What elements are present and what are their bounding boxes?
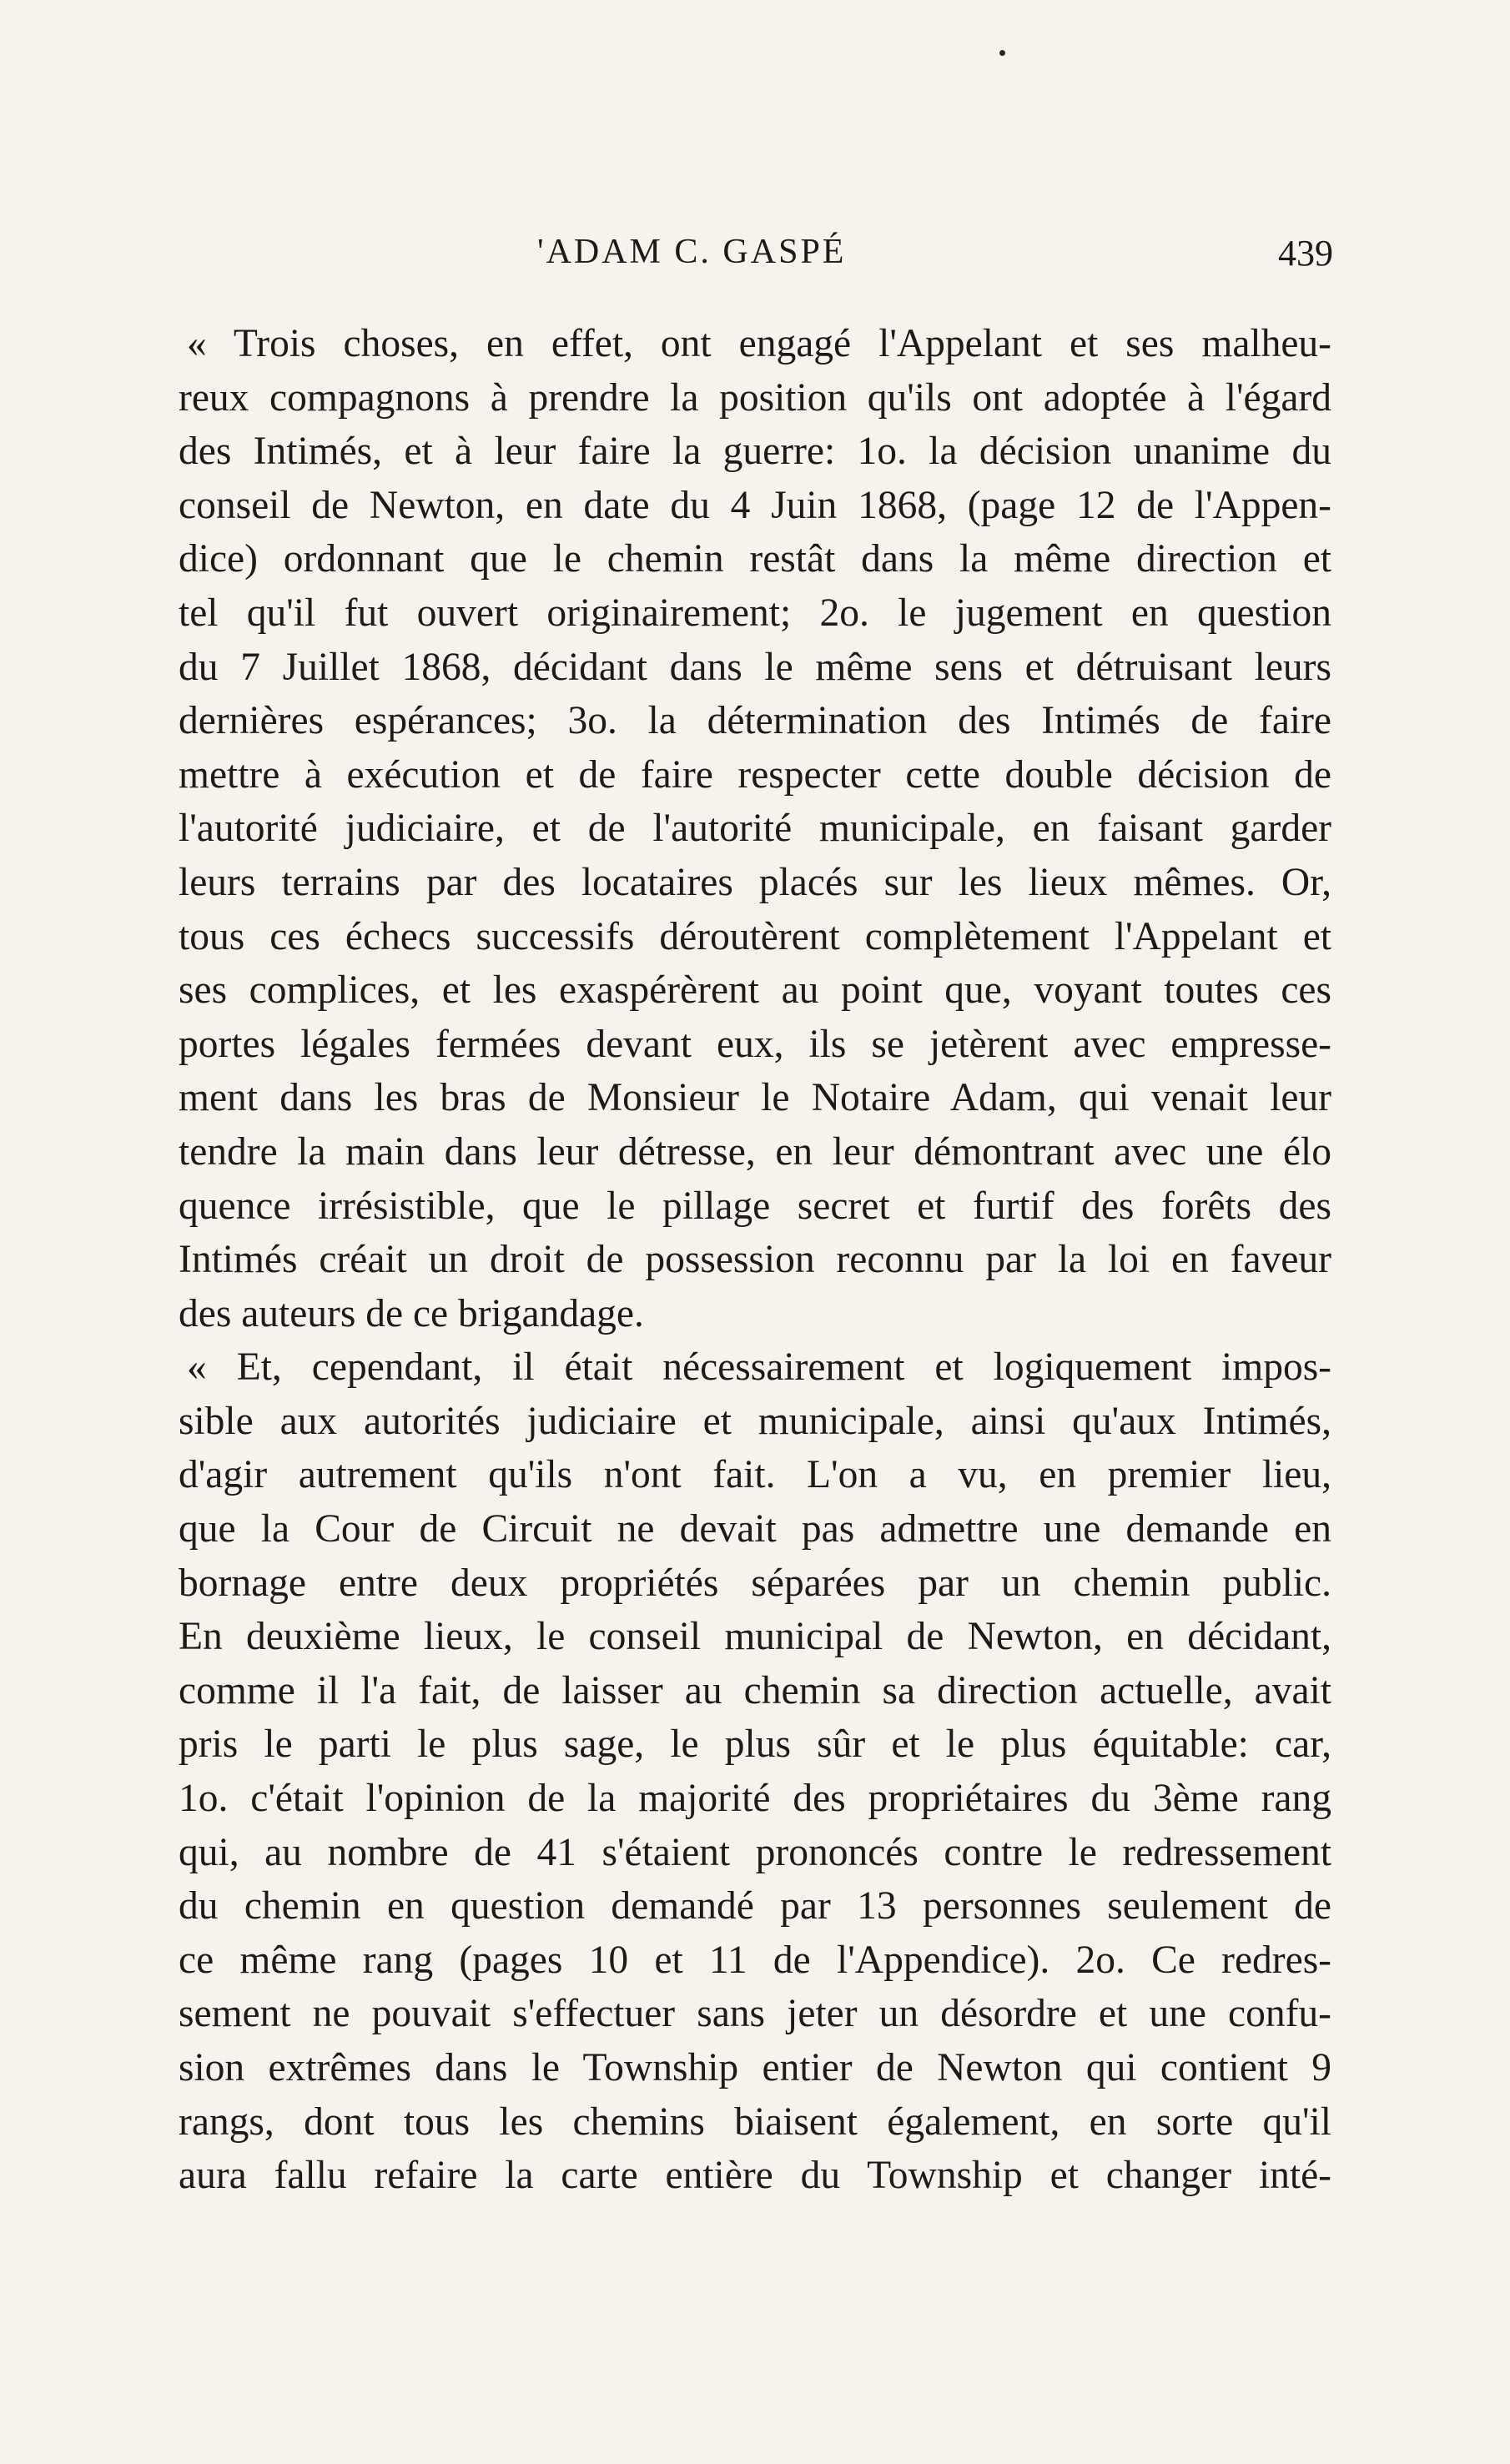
text-line: des Intimés, et à leur faire la guerre: 1o. la décision unanime du bbox=[179, 430, 1331, 474]
running-head: 'ADAM C. GASPÉ bbox=[537, 233, 847, 271]
text-line: sement ne pouvait s'effectuer sans jeter un désordre et une confu- bbox=[179, 1992, 1331, 2036]
text-line: du chemin en question demandé par 13 personnes seulement de bbox=[179, 1884, 1331, 1928]
text-line: portes légales fermées devant eux, ils se jetèrent avec empresse- bbox=[179, 1022, 1331, 1066]
page-number: 439 bbox=[1278, 233, 1333, 274]
text-line: mettre à exécution et de faire respecter cette double décision de bbox=[179, 752, 1331, 797]
text-line: d'agir autrement qu'ils n'ont fait. L'on a vu, en premier lieu, bbox=[179, 1453, 1331, 1497]
text-line: tous ces échecs successifs déroutèrent complètement l'Appelant et bbox=[179, 914, 1331, 958]
text-line: dice) ordonnant que le chemin restât dans la même direction et bbox=[179, 537, 1331, 581]
text-line: sible aux autorités judiciaire et municipale, ainsi qu'aux Intimés, bbox=[179, 1399, 1331, 1443]
text-line: dernières espérances; 3o. la détermination des Intimés de faire bbox=[179, 699, 1331, 743]
text-line: ce même rang (pages 10 et 11 de l'Appendice). 2o. Ce redres- bbox=[179, 1938, 1331, 1982]
ink-speck bbox=[999, 50, 1005, 56]
text-line: du 7 Juillet 1868, décidant dans le même sens et détruisant leurs bbox=[179, 645, 1331, 689]
paragraph-1 bbox=[179, 317, 1331, 1340]
text-line: tel qu'il fut ouvert originairement; 2o. le jugement en question bbox=[179, 591, 1331, 635]
text-line: que la Cour de Circuit ne devait pas admettre une demande en bbox=[179, 1507, 1331, 1551]
text-line: ment dans les bras de Monsieur le Notaire Adam, qui venait leur bbox=[179, 1076, 1331, 1120]
text-line: 1o. c'était l'opinion de la majorité des propriétaires du 3ème rang bbox=[179, 1777, 1331, 1821]
text-line: l'autorité judiciaire, et de l'autorité municipale, en faisant garder bbox=[179, 807, 1331, 851]
text-line: pris le parti le plus sage, le plus sûr et le plus équitable: car, bbox=[179, 1722, 1331, 1767]
text-line: reux compagnons à prendre la position qu'ils ont adoptée à l'égard bbox=[179, 375, 1331, 420]
text-line: Intimés créait un droit de possession reconnu par la loi en faveur bbox=[179, 1238, 1331, 1282]
text-line: aura fallu refaire la carte entière du Township et changer inté- bbox=[179, 2154, 1331, 2198]
text-line: rangs, dont tous les chemins biaisent également, en sorte qu'il bbox=[179, 2099, 1331, 2144]
text-line: En deuxième lieux, le conseil municipal de Newton, en décidant, bbox=[179, 1615, 1331, 1659]
text-line: bornage entre deux propriétés séparées par un chemin public. bbox=[179, 1561, 1331, 1605]
text-line: sion extrêmes dans le Township entier de Newton qui contient 9 bbox=[179, 2046, 1331, 2089]
text-line: quence irrésistible, que le pillage secret et furtif des forêts des bbox=[179, 1184, 1331, 1228]
text-line: ses complices, et les exaspérèrent au point que, voyant toutes ces bbox=[179, 968, 1331, 1013]
text-line: qui, au nombre de 41 s'étaient prononcés contre le redressement bbox=[179, 1830, 1331, 1874]
text-line: « Et, cependant, il était nécessairement et logiquement impos- bbox=[187, 1345, 1331, 1390]
text-line: comme il l'a fait, de laisser au chemin sa direction actuelle, avait bbox=[179, 1668, 1331, 1712]
text-line: « Trois choses, en effet, ont engagé l'Appelant et ses malheu- bbox=[187, 322, 1331, 365]
text-line: leurs terrains par des locataires placés sur les lieux mêmes. Or, bbox=[179, 860, 1331, 904]
text-line: des auteurs de ce brigandage. bbox=[179, 1291, 644, 1335]
paragraph-2 bbox=[179, 1340, 1331, 2203]
page-header bbox=[175, 232, 1333, 282]
text-line: conseil de Newton, en date du 4 Juin 1868, (page 12 de l'Appen- bbox=[179, 483, 1331, 527]
text-line: tendre la main dans leur détresse, en leur démontrant avec une élo bbox=[179, 1129, 1331, 1174]
body-text bbox=[179, 317, 1331, 2203]
